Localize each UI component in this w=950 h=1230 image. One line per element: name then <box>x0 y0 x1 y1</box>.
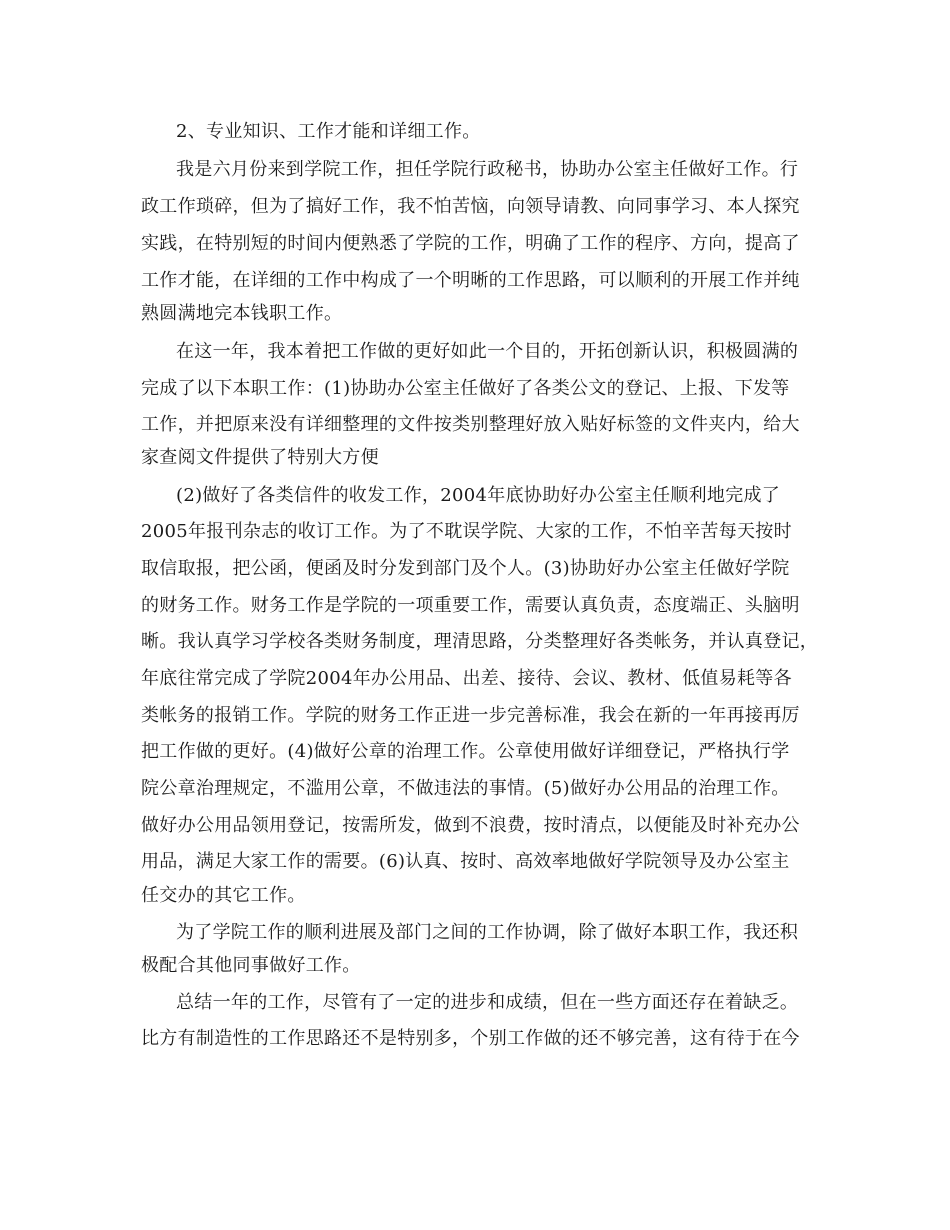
text-line: 政工作琐碎，但为了搞好工作，我不怕苦恼，向领导请教、向同事学习、本人探究 <box>141 196 800 217</box>
text-line: 做好办公用品领用登记，按需所发，做到不浪费，按时清点，以便能及时补充办公 <box>141 815 800 836</box>
text-line: 2、专业知识、工作才能和详细工作。 <box>176 121 481 142</box>
text-line: 的财务工作。财务工作是学院的一项重要工作，需要认真负责，态度端正、头脑明 <box>141 595 800 616</box>
text-line: 比方有制造性的工作思路还不是特别多，个别工作做的还不够完善，这有待于在今 <box>141 1028 800 1049</box>
text-line: 为了学院工作的顺利进展及部门之间的工作协调，除了做好本职工作，我还积 <box>176 922 799 943</box>
text-line: 在这一年，我本着把工作做的更好如此一个目的，开拓创新认识，积极圆满的 <box>176 341 799 362</box>
text-line: 把工作做的更好。(4)做好公章的治理工作。公章使用做好详细登记，严格执行学 <box>141 741 790 762</box>
text-line: 取信取报，把公函，便函及时分发到部门及个人。(3)协助好办公室主任做好学院 <box>141 558 790 579</box>
text-line: 晰。我认真学习学校各类财务制度，理清思路，分类整理好各类帐务，并认真登记， <box>141 631 819 652</box>
text-line: 我是六月份来到学院工作，担任学院行政秘书，协助办公室主任做好工作。行 <box>176 159 799 180</box>
text-line: (2)做好了各类信件的收发工作，2004年底协助好办公室主任顺利地完成了 <box>176 485 781 506</box>
text-line: 总结一年的工作，尽管有了一定的进步和成绩，但在一些方面还存在着缺乏。 <box>176 992 799 1013</box>
text-line: 完成了以下本职工作：(1)协助办公室主任做好了各类公文的登记、上报、下发等 <box>141 378 790 399</box>
text-line: 工作，并把原来没有详细整理的文件按类别整理好放入贴好标签的文件夹内，给大 <box>141 414 800 435</box>
text-line: 2005年报刊杂志的收订工作。为了不耽误学院、大家的工作，不怕辛苦每天按时 <box>141 521 792 542</box>
text-line: 类帐务的报销工作。学院的财务工作正进一步完善标准，我会在新的一年再接再厉 <box>141 705 800 726</box>
text-line: 极配合其他同事做好工作。 <box>141 955 361 976</box>
text-line: 家查阅文件提供了特别大方便 <box>141 447 379 468</box>
text-line: 实践，在特别短的时间内便熟悉了学院的工作，明确了工作的程序、方向，提高了 <box>141 233 800 254</box>
text-line: 用品，满足大家工作的需要。(6)认真、按时、高效率地做好学院领导及办公室主 <box>141 851 790 872</box>
text-line: 年底往常完成了学院2004年办公用品、出差、接待、会议、教材、低值易耗等各 <box>141 668 792 689</box>
text-line: 院公章治理规定，不滥用公章，不做违法的事情。(5)做好办公用品的治理工作。 <box>141 778 790 799</box>
text-line: 任交办的其它工作。 <box>141 885 306 906</box>
text-line: 工作才能，在详细的工作中构成了一个明晰的工作思路，可以顺利的开展工作并纯 <box>141 270 800 291</box>
text-line: 熟圆满地完本钱职工作。 <box>141 303 343 324</box>
